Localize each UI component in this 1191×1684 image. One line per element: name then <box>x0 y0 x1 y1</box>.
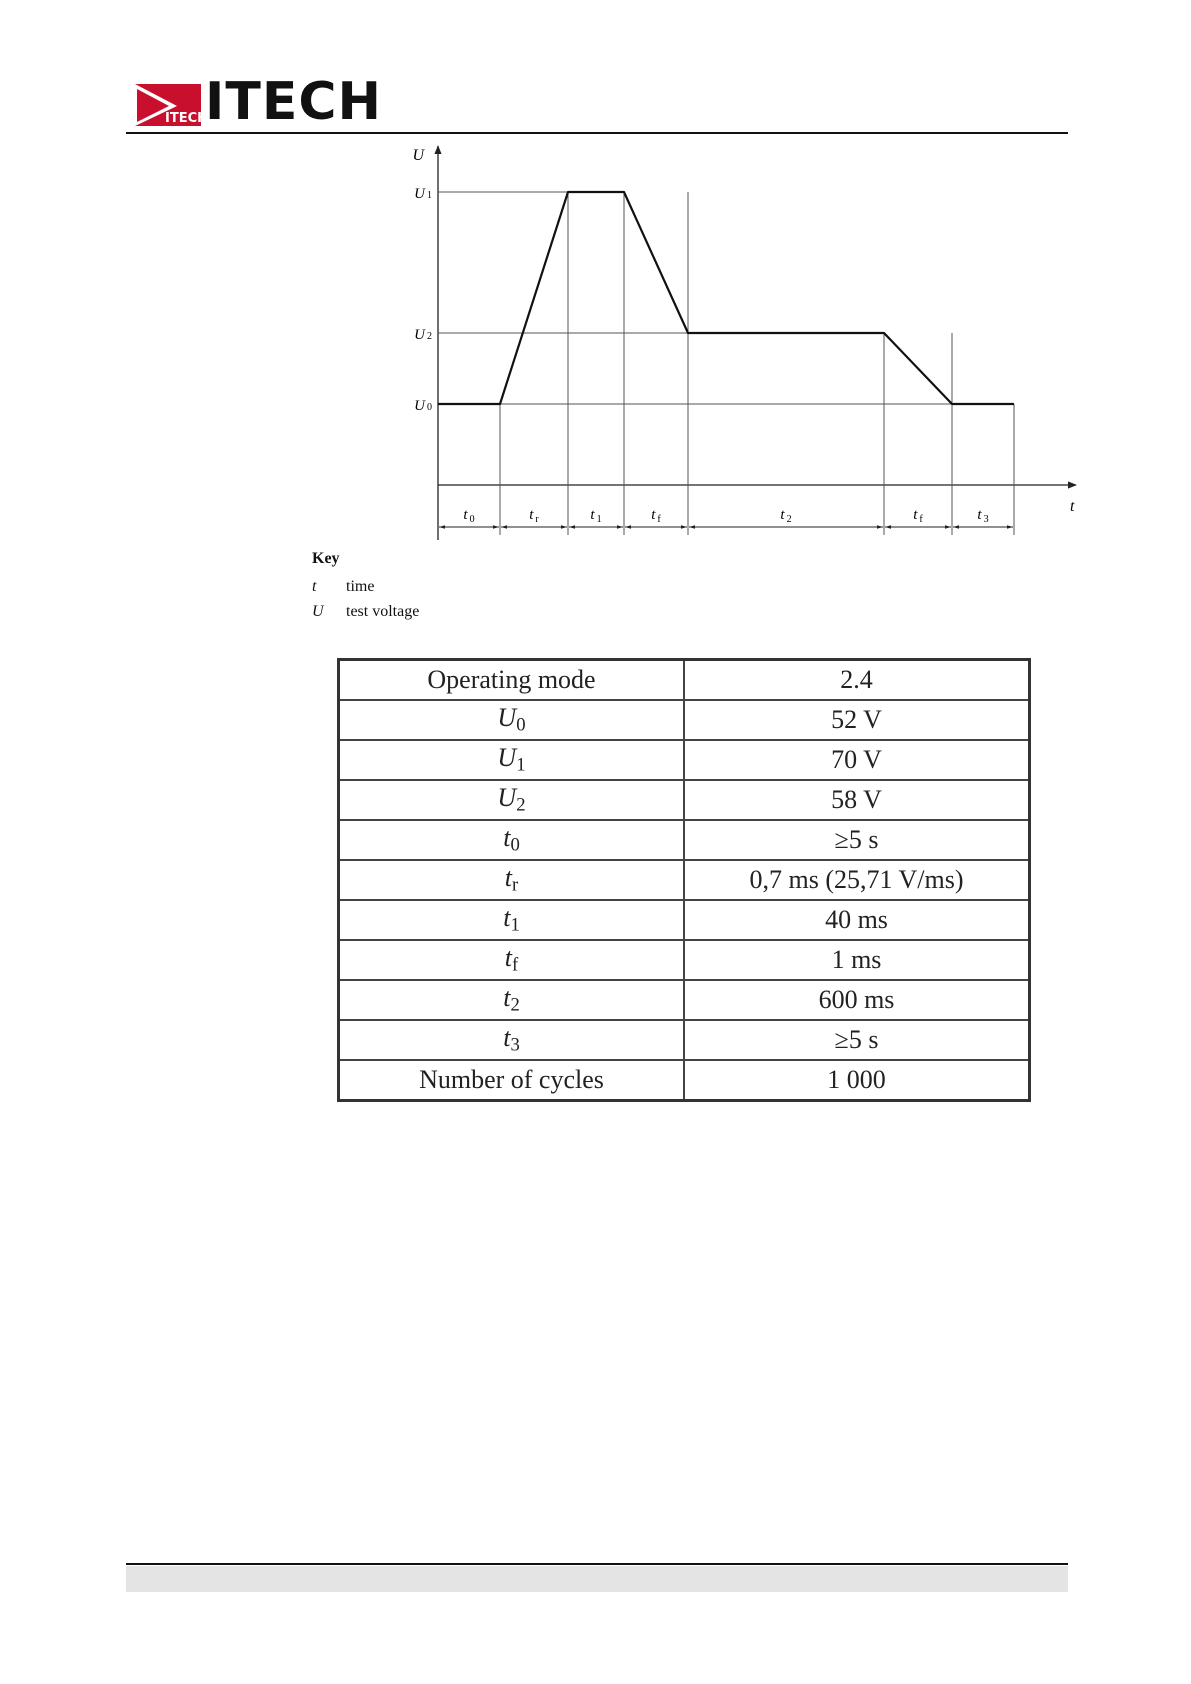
param-subscript: 0 <box>516 714 526 736</box>
value-cell: 600 ms <box>684 980 1030 1020</box>
param-symbol: U <box>497 703 517 733</box>
param-symbol: t <box>503 1023 511 1053</box>
key-item <box>312 599 419 624</box>
value-cell: 70 V <box>684 740 1030 780</box>
param-symbol: t <box>503 823 511 853</box>
param-cell <box>339 860 685 900</box>
param-subscript: 1 <box>516 754 526 776</box>
level-label-u1: U 1 <box>414 186 432 202</box>
table-row <box>339 1020 1030 1060</box>
segment-label-tf: t $_f$ <box>651 507 661 525</box>
param-cell <box>339 940 685 980</box>
value-cell: 1 ms <box>684 940 1030 980</box>
level-label-u0: U 0 <box>414 398 432 414</box>
x-axis-label: t <box>1070 498 1075 515</box>
param-symbol: U <box>497 783 517 813</box>
parameter-table <box>337 658 1031 1102</box>
table-row <box>339 1060 1030 1101</box>
footer-rule <box>126 1563 1068 1565</box>
param-cell <box>339 740 685 780</box>
table-row <box>339 660 1030 701</box>
segment-label-t3: t $_3$ <box>977 507 989 525</box>
param-symbol: t <box>504 863 512 893</box>
param-symbol: U <box>497 743 517 773</box>
table-row <box>339 700 1030 740</box>
param-cell <box>339 780 685 820</box>
logo-wordmark: ITECH <box>205 72 383 132</box>
segment-label-tr: t $_r$ <box>529 507 539 525</box>
value-cell: 1 000 <box>684 1060 1030 1101</box>
footer-band <box>126 1566 1068 1592</box>
table-row <box>339 940 1030 980</box>
key-text: test voltage <box>346 602 420 620</box>
voltage-profile-chart <box>400 140 1080 540</box>
table-row <box>339 780 1030 820</box>
value-cell: 40 ms <box>684 900 1030 940</box>
key-item <box>312 574 419 599</box>
key-legend <box>312 550 419 624</box>
param-symbol: t <box>504 943 512 973</box>
param-symbol: t <box>503 983 511 1013</box>
y-axis-label: U <box>412 147 424 164</box>
param-subscript: f <box>512 954 519 976</box>
param-cell <box>339 1020 685 1060</box>
param-subscript: r <box>512 874 519 896</box>
param-subscript: 1 <box>510 914 520 936</box>
param-subscript: 2 <box>516 794 526 816</box>
value-cell: ≥5 s <box>684 1020 1030 1060</box>
segment-label-t0: t $_0$ <box>463 507 475 525</box>
param-cell: Operating mode <box>339 660 685 701</box>
voltage-profile-line <box>438 192 1014 404</box>
param-cell <box>339 700 685 740</box>
param-cell <box>339 980 685 1020</box>
param-cell: Number of cycles <box>339 1060 685 1101</box>
param-subscript: 0 <box>510 834 520 856</box>
param-subscript: 2 <box>510 994 520 1016</box>
value-cell: 58 V <box>684 780 1030 820</box>
key-symbol: t <box>312 577 317 595</box>
segment-label-tf: t $_f$ <box>913 507 923 525</box>
itech-logo <box>135 72 383 132</box>
logo-badge-icon <box>135 84 209 126</box>
value-cell: 2.4 <box>684 660 1030 701</box>
table-row <box>339 740 1030 780</box>
key-text: time <box>346 577 375 595</box>
table-row <box>339 980 1030 1020</box>
table-row <box>339 900 1030 940</box>
table-row <box>339 860 1030 900</box>
level-label-u2: U 2 <box>414 327 432 343</box>
segment-label-t2: t $_2$ <box>780 507 792 525</box>
param-cell <box>339 820 685 860</box>
param-cell <box>339 900 685 940</box>
segment-label-t1: t $_1$ <box>590 507 602 525</box>
value-cell: 52 V <box>684 700 1030 740</box>
key-title: Key <box>312 550 340 567</box>
param-subscript: 3 <box>510 1034 520 1056</box>
param-symbol: t <box>503 903 511 933</box>
key-symbol: U <box>312 602 324 620</box>
table-row <box>339 820 1030 860</box>
logo-badge-text: ITECH <box>165 111 209 126</box>
header-rule <box>126 132 1068 134</box>
value-cell: ≥5 s <box>684 820 1030 860</box>
value-cell: 0,7 ms (25,71 V/ms) <box>684 860 1030 900</box>
